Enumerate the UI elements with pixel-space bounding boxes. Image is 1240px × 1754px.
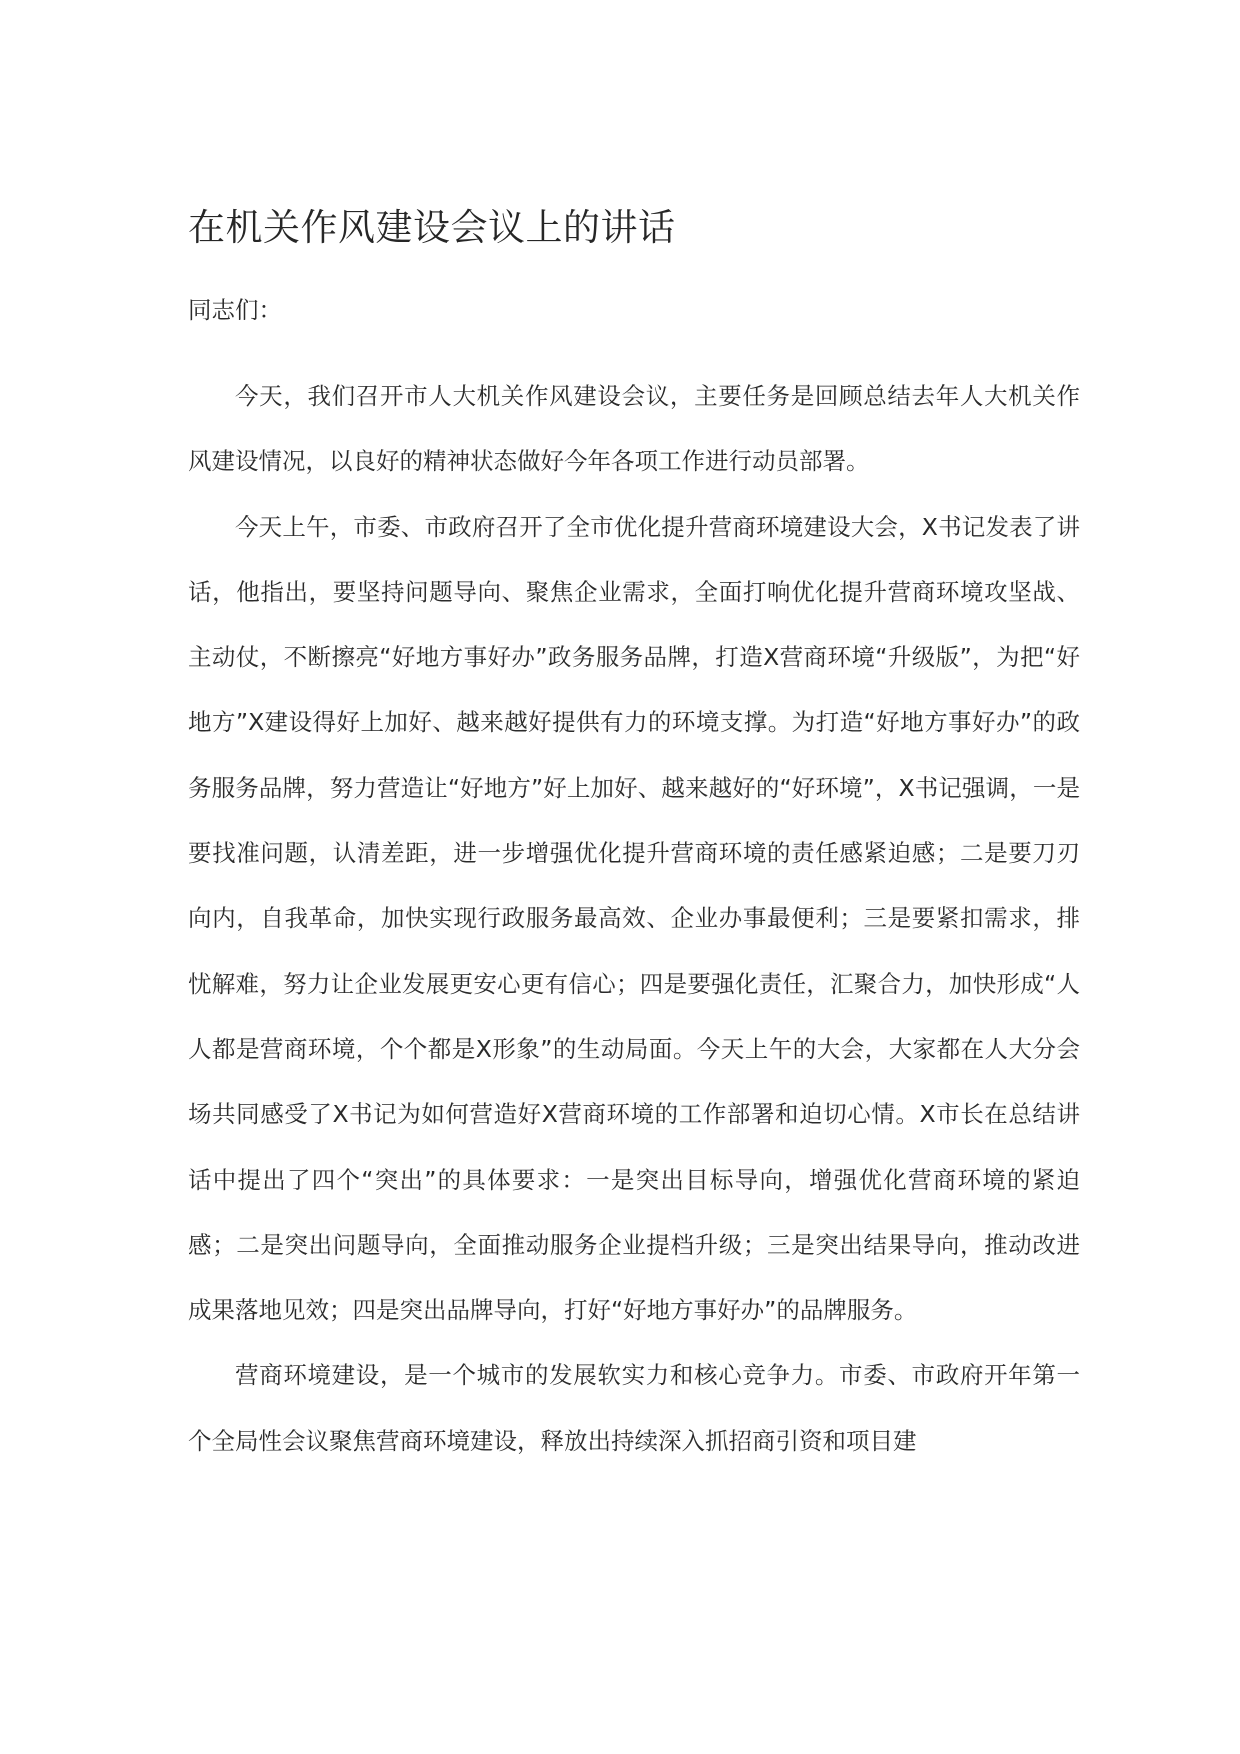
document-title: 在机关作风建设会议上的讲话 bbox=[188, 206, 676, 249]
salutation: 同志们： bbox=[188, 296, 282, 324]
paragraph-2: 今天上午，市委、市政府召开了全市优化提升营商环境建设大会，X书记发表了讲话，他指出，要坚持问题导向、聚焦企业需求，全面打响优化提升营商环境攻坚战、主动仗，不断擦亮“好地方事好办”政务服务品牌，打造X营商环境“升级版”，为把“好地方”X建设得好上加好、越来越好提供有力的环境支撑。为打造“好地方事好办”的政务服务品牌，努力营造让“好地方”好上加好、越来越好的“好环境”，X书记强调，一是要找准问题，认清差距，进一步增强优化提升营商环境的责任感紧迫感；二是要刀刃向内，自我革命，加快实现行政服务最高效、企业办事最便利；三是要紧扣需求，排忧解难，努力让企业发展更安心更有信心；四是要强化责任，汇聚合力，加快形成“人人都是营商环境，个个都是X形象”的生动局面。今天上午的大会，大家都在人大分会场共同感受了X书记为如何营造好X营商环境的工作部署和迫切心情。X市长在总结讲话中提出了四个“突出”的具体要求：一是突出目标导向，增强优化营商环境的紧迫感；二是突出问题导向，全面推动服务企业提档升级；三是突出结果导向，推动改进成果落地见效；四是突出品牌导向，打好“好地方事好办”的品牌服务。 bbox=[188, 512, 1080, 1325]
paragraph-1: 今天，我们召开市人大机关作风建设会议，主要任务是回顾总结去年人大机关作风建设情况，以良好的精神状态做好今年各项工作进行动员部署。 bbox=[188, 382, 1080, 476]
document-page bbox=[188, 0, 1080, 1754]
paragraph-3: 营商环境建设，是一个城市的发展软实力和核心竞争力。市委、市政府开年第一个全局性会议聚焦营商环境建设，释放出持续深入抓招商引资和项目建 bbox=[188, 1361, 1080, 1455]
document-body bbox=[188, 364, 1080, 1474]
